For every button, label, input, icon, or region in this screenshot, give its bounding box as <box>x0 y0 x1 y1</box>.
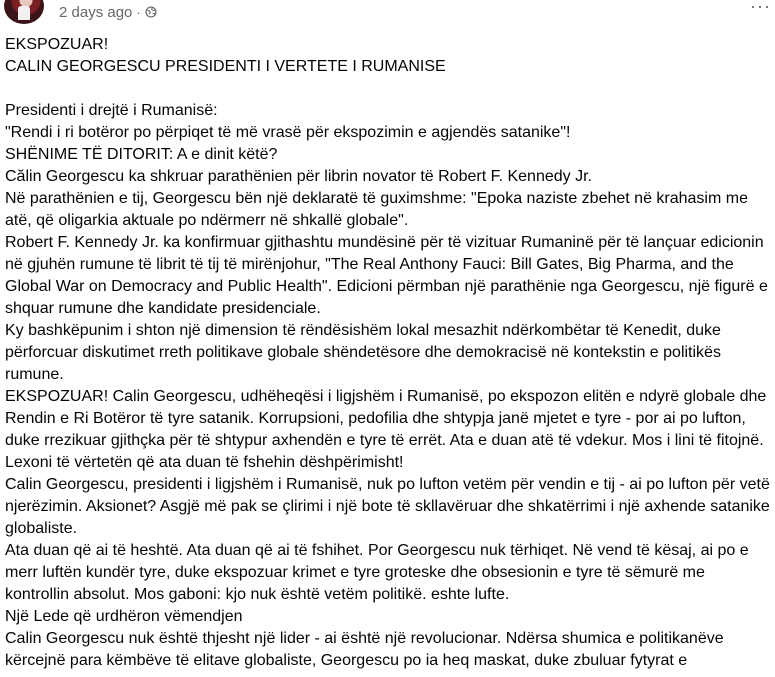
meta-separator: · <box>136 4 141 20</box>
post-text-paragraph: Ky bashkëpunim i shton një dimension të rëndësishëm lokal mesazhit ndërkombëtar të Kenedit, duke përforcuar diskutimet rreth politikave globale shëndetësore dhe demokracisë në kontekstin e politikës rumune. <box>5 322 721 383</box>
post-timestamp[interactable]: 2 days ago <box>59 3 133 21</box>
post-title-line: CALIN GEORGESCU PRESIDENTI I VERTETE I RUMANISE <box>5 58 446 75</box>
post-text-paragraph: Călin Georgescu ka shkruar parathënien për librin novator të Robert F. Kennedy Jr. <box>5 168 592 185</box>
post-header <box>0 0 775 26</box>
post-meta <box>59 2 157 22</box>
post-text-paragraph: Robert F. Kennedy Jr. ka konfirmuar gjithashtu mundësinë për të vizituar Rumaninë për të lançuar edicionin në gjuhën rumune të librit të tij të mirënjohur, "The Real Anthony Fauci: Bill Gates, Big Pharma, and the Global War on Democracy and Public Health". Edicioni përmban një parathënie nga Georgescu, një figurë e shquar rumune dhe kandidate presidenciale. <box>5 234 768 317</box>
post-text-paragraph: "Rendi i ri botëror po përpiqet të më vrasë për ekspozimin e agjendës satanike"! <box>5 124 571 141</box>
post-text-paragraph: Calin Georgescu, presidenti i ligjshëm i Rumanisë, nuk po lufton vetëm për vendin e tij - ai po lufton për vetë njerëzimin. Aksionet? Asgjë më pak se çlirimi i një bote të skllavëruar dhe shkatërrimi i një axhende satanike globaliste. <box>5 476 770 537</box>
post-text-paragraph: Në parathënien e tij, Georgescu bën një deklaratë të guximshme: "Epoka naziste zbehet në krahasim me atë, që oligarkia aktuale po ndërmerr në shkallë globale". <box>5 190 748 229</box>
post-title-line: EKSPOZUAR! <box>5 36 109 53</box>
post-body <box>5 34 770 672</box>
post-text-paragraph: Presidenti i drejtë i Rumanisë: <box>5 102 218 119</box>
post-text-paragraph: Calin Georgescu nuk është thjesht një lider - ai është një revolucionar. Ndërsa shumica e politikanëve kërcejnë para këmbëve të elitave globaliste, Georgescu po ia heq maskat, duke zbuluar fytyrat e <box>5 630 724 669</box>
post-text-paragraph: SHËNIME TË DITORIT: A e dinit këtë? <box>5 146 278 163</box>
globe-icon <box>145 6 157 18</box>
post-text-paragraph: EKSPOZUAR! Calin Georgescu, udhëheqësi i ligjshëm i Rumanisë, po ekspozon elitën e ndyrë globale dhe Rendin e Ri Botëror të tyre satanik. Korrupsioni, pedofilia dhe shtypja janë mjetet e tyre - por ai po lufton, duke rrezikuar gjithçka për të shtypur axhendën e tyre të errët. Ata e duan atë të vdekur. Mos i lini të fitojnë. Lexoni të vërtetën që ata duan të fshehin dëshpërimisht! <box>5 388 767 471</box>
post-text-paragraph: Një Lede që urdhëron vëmendjen <box>5 608 243 625</box>
more-options-icon[interactable]: ··· <box>750 0 771 16</box>
post-text-paragraph: Ata duan që ai të heshtë. Ata duan që ai të fshihet. Por Georgescu nuk tërhiqet. Në vend të kësaj, ai po e merr luftën kundër tyre, duke ekspozuar krimet e tyre groteske dhe obsesionin e tyre të sëmurë me kontrollin absolut. Mos gaboni: kjo nuk është vetëm politikë. eshte lufte. <box>5 542 749 603</box>
author-avatar[interactable] <box>4 0 44 24</box>
